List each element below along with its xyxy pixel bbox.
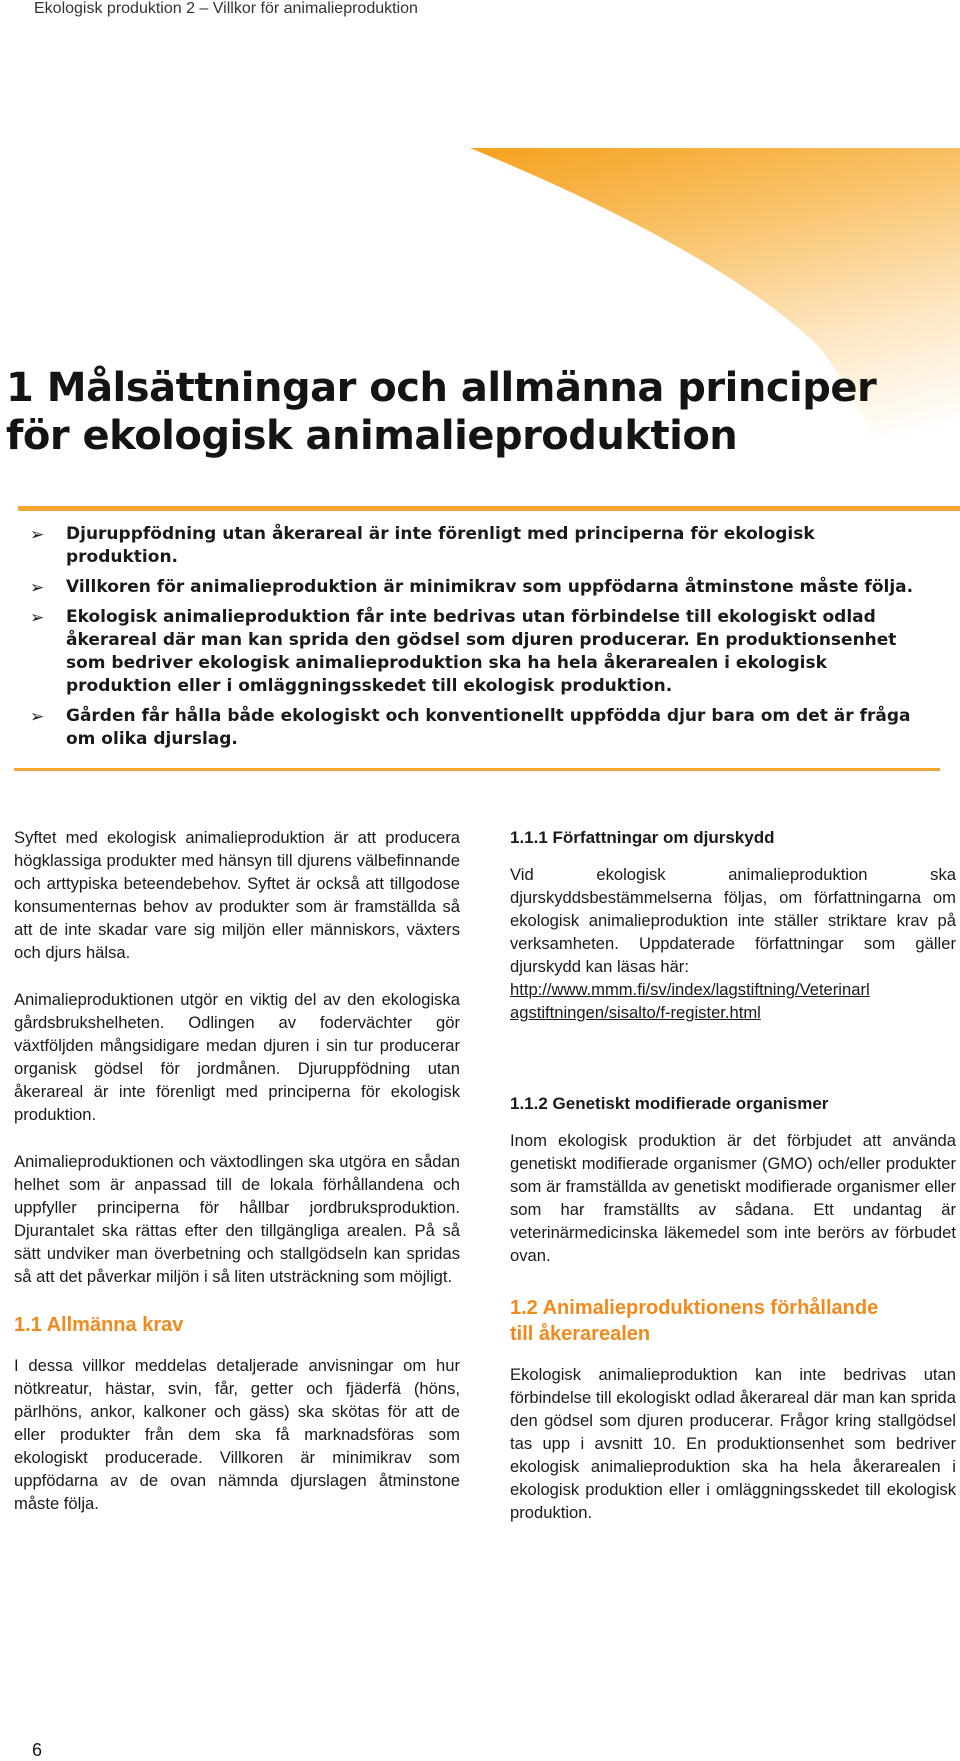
summary-bullet-text: Djuruppfödning utan åkerareal är inte förenligt med principerna för ekologisk produktion. bbox=[66, 524, 815, 567]
summary-bullet-text: Gården får hålla både ekologiskt och konventionellt uppfödda djur bara om det är fråga om olika djurslag. bbox=[66, 706, 911, 749]
paragraph-purpose: Syftet med ekologisk animalieproduktion är att producera högklassiga produkter med hänsyn till djurens välbefinnande och arttypiska beteendebehov. Syftet är också att tillgodose konsumenternas behov av produkter som är framställda så att de inte skadar vare sig miljön eller människors, växters och djurs hälsa. bbox=[14, 828, 460, 962]
paragraph-gmo: Inom ekologisk produktion är det förbjudet att använda genetiskt modifierade organismer (GMO) och/eller produkter som är framställda av genetiskt modifierade organismer eller som har framställts av sådana. Ett undantag är veterinärmedicinska läkemedel som inte berörs av förbudet ovan. bbox=[510, 1131, 956, 1265]
summary-bullet bbox=[28, 705, 928, 751]
heading-animal-welfare: 1.1.1 Författningar om djurskydd bbox=[510, 828, 775, 847]
link-line-2: agstiftningen/sisalto/f-register.html bbox=[510, 1003, 761, 1022]
chapter-title bbox=[6, 364, 876, 460]
right-column bbox=[510, 826, 956, 1548]
chapter-title-line-1: 1 Målsättningar och allmänna principer bbox=[6, 365, 877, 411]
paragraph-animal-welfare bbox=[510, 863, 956, 1024]
arrow-bullet-icon: ➢ bbox=[30, 608, 45, 628]
chapter-title-line-2: för ekologisk animalieproduktion bbox=[6, 413, 738, 459]
paragraph-farm-whole: Animalieproduktionen utgör en viktig del av den ekologiska gårdsbrukshelheten. Odlingen av fodervächter gör växtföljden mångsidigare medan djuren i sin tur producerar organisk gödsel för jordmånen. Djuruppfödning utan åkerareal är inte förenligt med principerna för ekologisk produktion. bbox=[14, 990, 460, 1124]
summary-bullet-list bbox=[28, 523, 928, 758]
page-number: 6 bbox=[32, 1740, 43, 1760]
heading-land-line-1: 1.2 Animalieproduktionens förhållande bbox=[510, 1297, 879, 1319]
summary-bullet-text: Villkoren för animalieproduktion är minimikrav som uppfödarna åtminstone måste följa. bbox=[66, 577, 914, 597]
arrow-bullet-icon: ➢ bbox=[30, 707, 45, 727]
left-column bbox=[14, 826, 460, 1539]
bottom-divider bbox=[14, 768, 940, 771]
heading-land-line-2: till åkerarealen bbox=[510, 1323, 651, 1345]
arrow-bullet-icon: ➢ bbox=[30, 578, 45, 598]
paragraph-land-relation: Ekologisk animalieproduktion kan inte bedrivas utan förbindelse till ekologiskt odlad åkerareal där man kan sprida den gödsel som djuren producerar. Frågor kring stallgödsel tas upp i avsnitt 10. En produktionsenhet som bedriver ekologisk animalieproduktion ska ha hela åkerarealen i ekologisk produktion eller i omläggningsskedet till ekologisk produktion. bbox=[510, 1365, 956, 1522]
animal-welfare-text: Vid ekologisk animalieproduktion ska djurskyddsbestämmelserna följas, om författningarna om ekologisk animalieproduktion inte ställer striktare krav på verksamheten. Uppdaterade författningar som gäller djurskydd kan läsas här: bbox=[510, 865, 956, 976]
top-divider bbox=[18, 506, 960, 511]
summary-bullet-text: Ekologisk animalieproduktion får inte bedrivas utan förbindelse till ekologiskt odlad åkerareal där man kan sprida den gödsel som djuren producerar. En produktionsenhet som bedriver ekologisk animalieproduktion ska ha hela åkerarealen i ekologisk produktion eller i omläggningsskedet till ekologisk produktion. bbox=[66, 607, 897, 696]
paragraph-balance: Animalieproduktionen och växtodlingen ska utgöra en sådan helhet som är anpassad till de lokala förhållandena och uppfyller principerna för hållbar jordbruksproduktion. Djurantalet ska rättas efter den tillgängliga arealen. På så sätt undviker man överbetning och stallgödseln kan spridas så att det påverkar miljön i så liten utsträckning som möjligt. bbox=[14, 1152, 460, 1286]
arrow-bullet-icon: ➢ bbox=[30, 525, 45, 545]
summary-bullet bbox=[28, 523, 928, 569]
paragraph-general-requirements: I dessa villkor meddelas detaljerade anvisningar om hur nötkreatur, hästar, svin, får, getter och fjäderfä (höns, pärlhöns, ankor, kalkoner och gäss) ska skötas för att de eller produkter från dem ska få marknadsföras som ekologiskt producerade. Villkoren är minimikrav som uppfödarna av de ovan nämnda djurslagen åtminstone måste följa. bbox=[14, 1356, 460, 1513]
summary-bullet bbox=[28, 576, 928, 599]
heading-general-requirements: 1.1 Allmänna krav bbox=[14, 1314, 184, 1336]
summary-bullet bbox=[28, 606, 928, 698]
link-line-1: http://www.mmm.fi/sv/index/lagstiftning/Veterinarl bbox=[510, 980, 870, 999]
running-header: Ekologisk produktion 2 – Villkor för animalieproduktion bbox=[34, 0, 418, 17]
welfare-regulations-link[interactable] bbox=[510, 980, 870, 1022]
heading-land-relation bbox=[510, 1295, 956, 1347]
heading-gmo: 1.1.2 Genetiskt modifierade organismer bbox=[510, 1094, 829, 1113]
